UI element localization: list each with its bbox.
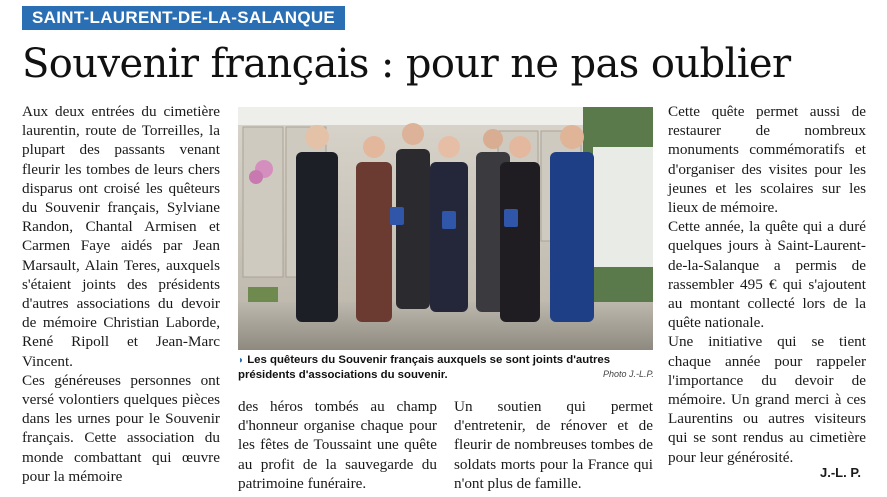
paragraph: Aux deux entrées du cimetière laurentin, route de Torreilles, la plupart des passants venant fleurir les tombes de leurs chers disparus ont croisé les quêteurs du Souvenir français, Sylviane Randon, Chantal Armisen et Carmen Faye aidés par Jean Marsault, Alain Teres, auxquels s'étaient joints des présidents d'autres associations du devoir de mémoire Christian Laborde, René Ripoll et Jean-Marc Vincent.	[22, 103, 220, 370]
author-signature: J.-L. P.	[820, 465, 861, 480]
paragraph: Cette année, la quête qui a duré quelques jours à Saint-Laurent-de-la-Salanque a permis de rassembler 495 € qui s'ajoutent au montant collecté lors de la quête nationale.	[668, 218, 866, 332]
group-photo-illustration	[238, 107, 653, 350]
paragraph: des héros tombés au champ d'honneur organise chaque pour les fêtes de Toussaint une quête au profit de la sauvegarde du patrimoine funéraire.	[238, 398, 437, 492]
paragraph: Cette quête permet aussi de restaurer de nombreux monuments commémoratifs et d'organiser des visites pour les jeunes et les scolaires sur les lieux de mémoire.	[668, 103, 866, 217]
paragraph: Ces généreuses personnes ont versé volontiers quelques pièces dans les urnes pour le Souvenir français. Cette association du monde combattant qui œuvre pour la mémoire	[22, 371, 220, 485]
paragraph: Une initiative qui se tient chaque année pour rappeler l'importance du devoir de mémoire. Un grand merci à ces Laurentins ou autres visiteurs qui se sont rendus au cimetière pour leur générosité.	[668, 333, 866, 466]
photo-credit: Photo J.-L.P.	[603, 369, 654, 379]
headline: Souvenir français : pour ne pas oublier	[22, 41, 791, 87]
paragraph: Un soutien qui permet d'entretenir, de rénover et de fleurir de nombreuses tombes de soldats morts pour la France qui n'ont plus de famille.	[454, 398, 653, 492]
caption-bullet-icon: ◗	[238, 355, 245, 366]
section-tag: SAINT-LAURENT-DE-LA-SALANQUE	[22, 6, 345, 30]
group-photo	[238, 107, 653, 350]
article-column-2	[238, 397, 653, 492]
photo-caption	[238, 353, 653, 383]
article-column-1	[22, 102, 220, 486]
article-column-3	[668, 102, 866, 467]
caption-text: Les quêteurs du Souvenir français auxquels se sont joints d'autres présidents d'associations du souvenir.	[238, 354, 611, 381]
